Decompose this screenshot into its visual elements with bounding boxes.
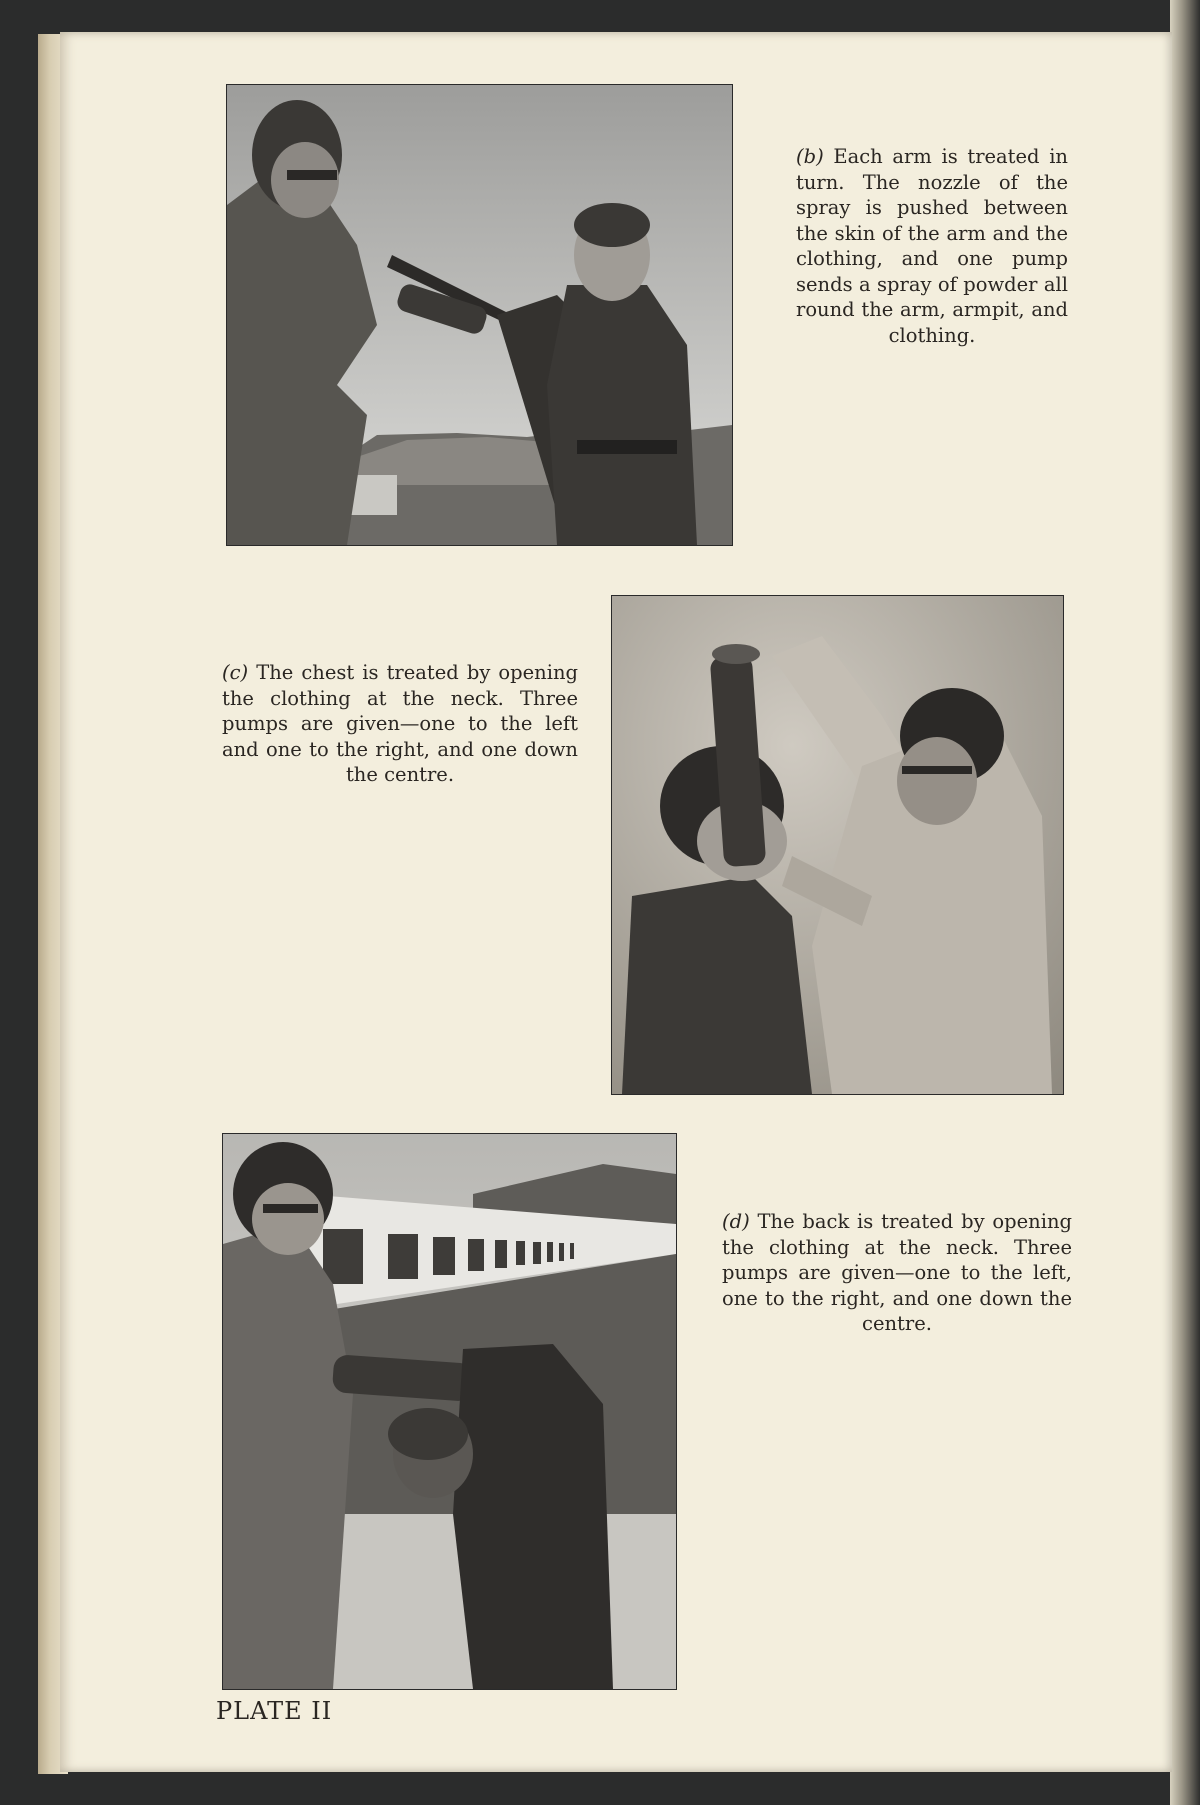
caption-c <box>222 660 578 788</box>
photo-back-treatment <box>222 1133 677 1690</box>
photo-c-illustration <box>612 596 1063 1094</box>
caption-d-label: (d) <box>722 1210 750 1233</box>
plate-label: PLATE II <box>216 1697 333 1725</box>
caption-b <box>796 144 1068 348</box>
book-cover-edge <box>1170 0 1200 1805</box>
caption-c-text: The chest is treated by opening the clothing at the neck. Three pumps are given—one to the left and one to the right, and one down the centre. <box>222 661 578 786</box>
photo-arm-treatment <box>226 84 733 546</box>
caption-d <box>722 1209 1072 1337</box>
photo-d-illustration <box>223 1134 676 1689</box>
book-page <box>60 32 1172 1772</box>
caption-c-label: (c) <box>222 661 249 684</box>
caption-b-label: (b) <box>796 145 824 168</box>
caption-b-text: Each arm is treated in turn. The nozzle of the spray is pushed between the skin of the arm and the clothing, and one pump sends a spray of powder all round the arm, armpit, and clothing. <box>796 145 1068 347</box>
photo-b-illustration <box>227 85 732 545</box>
photo-chest-treatment <box>611 595 1064 1095</box>
caption-d-text: The back is treated by opening the clothing at the neck. Three pumps are given—one to the left, one to the right, and one down the centre. <box>722 1210 1072 1335</box>
